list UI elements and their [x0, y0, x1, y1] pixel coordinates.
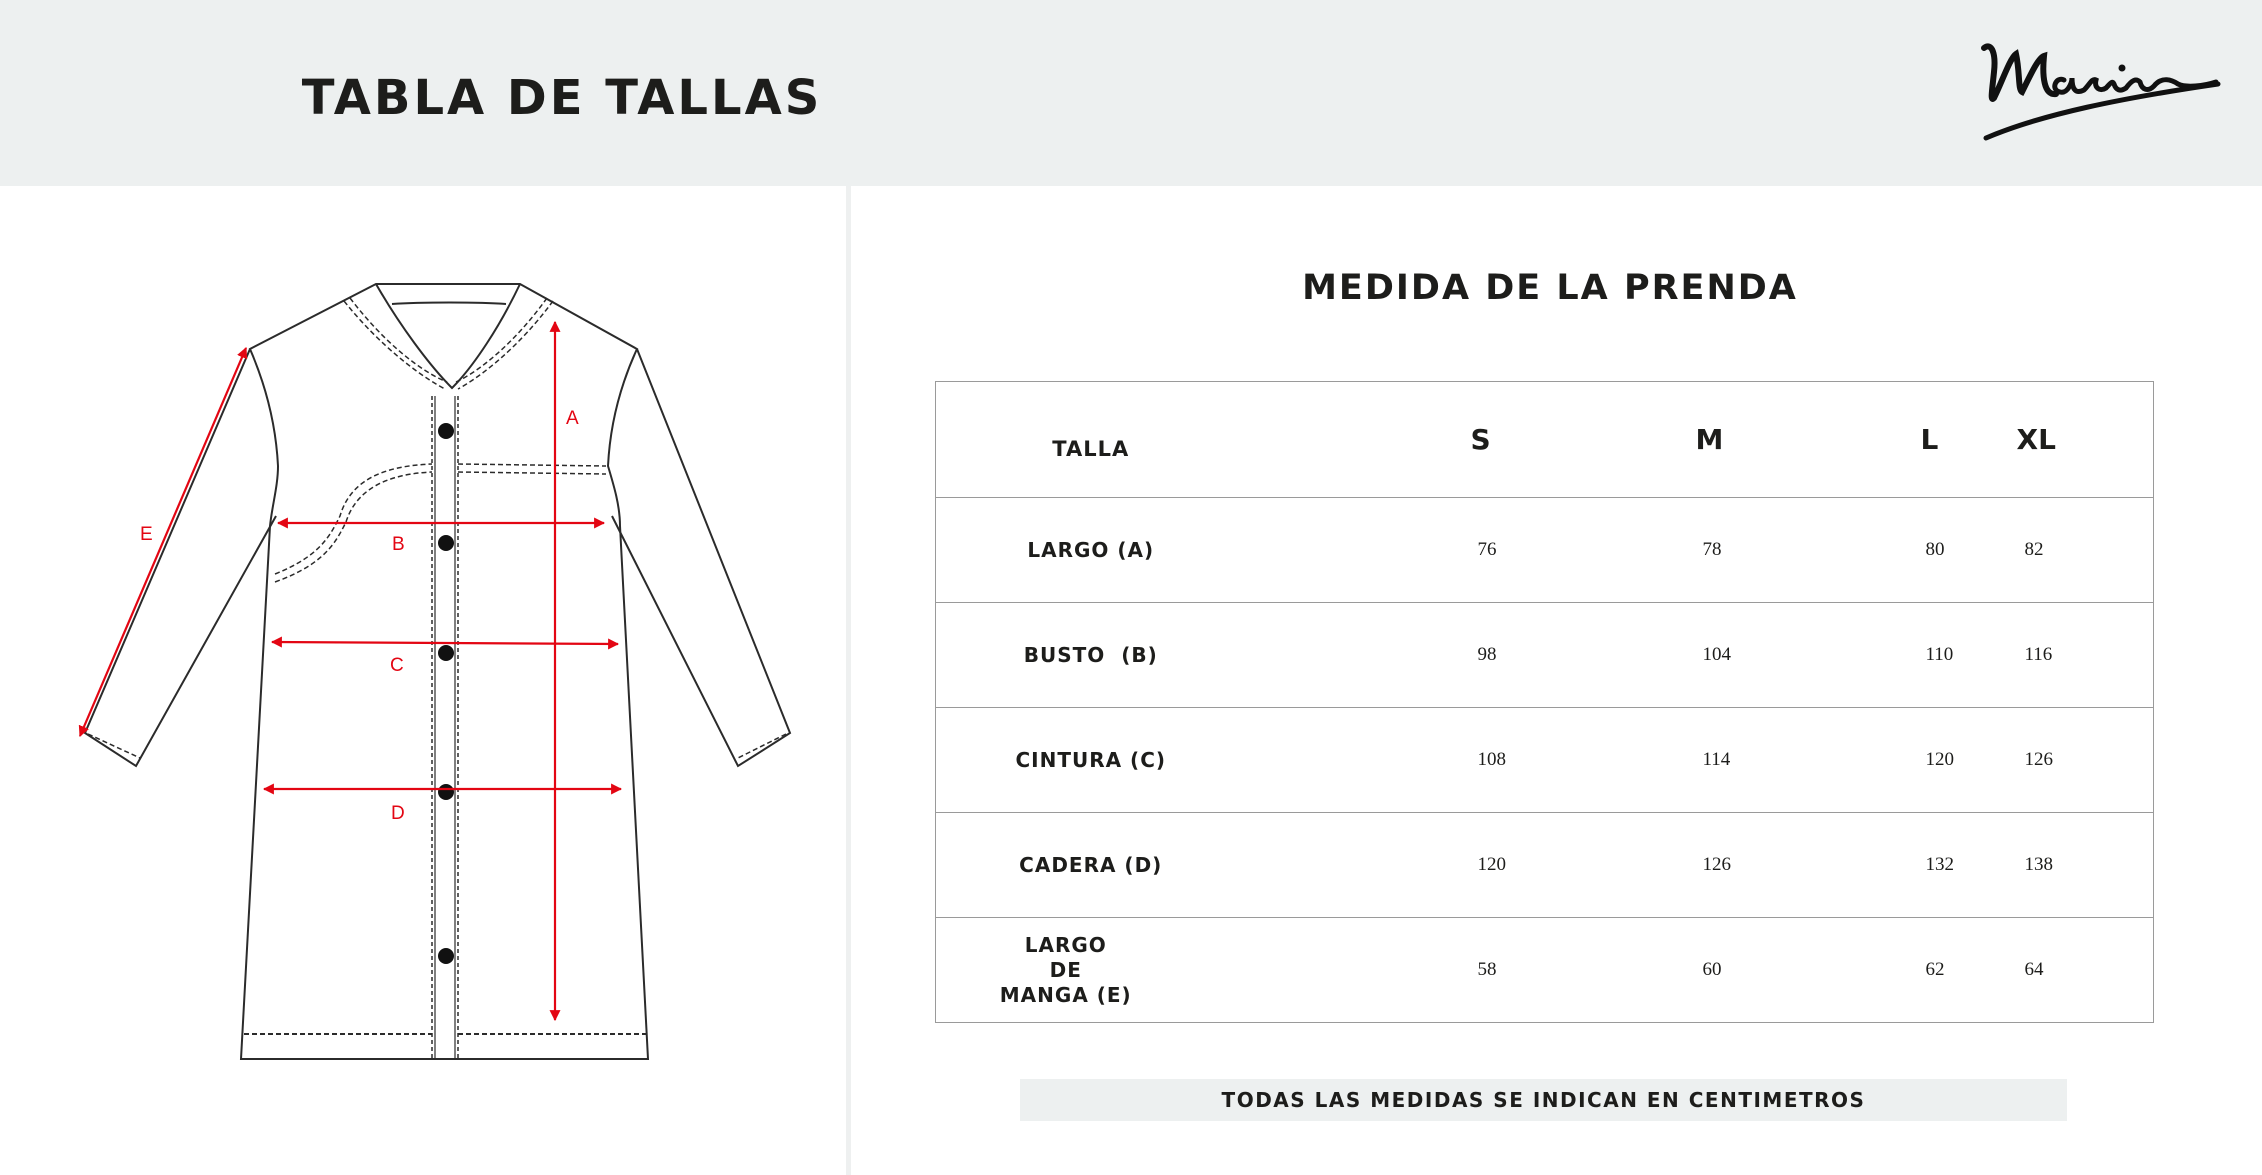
table-row — [936, 813, 2154, 918]
button-5 — [438, 948, 454, 964]
table-row — [936, 498, 2154, 603]
arrow-c — [272, 642, 618, 644]
header-size-s: S — [1356, 382, 1576, 498]
label-b: B — [392, 534, 405, 555]
cell: 60 — [1702, 959, 1722, 980]
cell: 126 — [1576, 813, 1796, 918]
page-title: TABLA DE TALLAS — [301, 70, 823, 126]
cell: 58 — [1477, 959, 1497, 980]
cell: 78 — [1576, 498, 1796, 603]
marina-logo — [1972, 32, 2232, 152]
header-talla: TALLA — [936, 382, 1356, 498]
button-2 — [438, 535, 454, 551]
cell: 76 — [1356, 498, 1576, 603]
vertical-divider — [846, 186, 851, 1175]
header-size-l: L — [1796, 382, 2016, 498]
row-label: CINTURA (C) — [936, 708, 1356, 813]
section-title: MEDIDA DE LA PRENDA — [1302, 268, 1798, 308]
label-e: E — [140, 524, 153, 545]
cell: 116 — [2016, 603, 2154, 708]
cell: 120 — [1356, 813, 1576, 918]
table-row — [936, 918, 2154, 1023]
size-table — [935, 381, 2154, 1023]
label-c: C — [390, 655, 404, 676]
cell: 132 — [1796, 813, 2016, 918]
cell: 62 — [1925, 959, 1945, 980]
cell: 108 — [1356, 708, 1576, 813]
cell: 138 — [2016, 813, 2154, 918]
table-row — [936, 708, 2154, 813]
row-label: BUSTO (B) — [936, 603, 1356, 708]
garment-diagram — [0, 186, 846, 1175]
cell: 126 — [2016, 708, 2154, 813]
coat-outline — [241, 284, 648, 1059]
button-4 — [438, 784, 454, 800]
table-row — [936, 603, 2154, 708]
cell: 98 — [1356, 603, 1576, 708]
cell: 104 — [1576, 603, 1796, 708]
cell: 114 — [1576, 708, 1796, 813]
button-1 — [438, 423, 454, 439]
cell: 64 — [2024, 959, 2044, 980]
label-a: A — [566, 408, 579, 429]
row-label: LARGO DE MANGA (E) — [999, 932, 1132, 1007]
cell: 120 — [1796, 708, 2016, 813]
cell: 80 — [1796, 498, 2016, 603]
cell: 110 — [1796, 603, 2016, 708]
table-header-row — [936, 382, 2154, 498]
header-size-m: M — [1576, 382, 1796, 498]
arrow-e — [80, 348, 246, 736]
button-3 — [438, 645, 454, 661]
row-label: LARGO (A) — [936, 498, 1356, 603]
row-label: CADERA (D) — [936, 813, 1356, 918]
cell: 82 — [2016, 498, 2154, 603]
header-bar — [0, 0, 2262, 186]
header-size-xl: XL — [2016, 382, 2154, 498]
label-d: D — [391, 803, 405, 824]
footnote-bar: TODAS LAS MEDIDAS SE INDICAN EN CENTIMETROS — [1020, 1079, 2067, 1121]
